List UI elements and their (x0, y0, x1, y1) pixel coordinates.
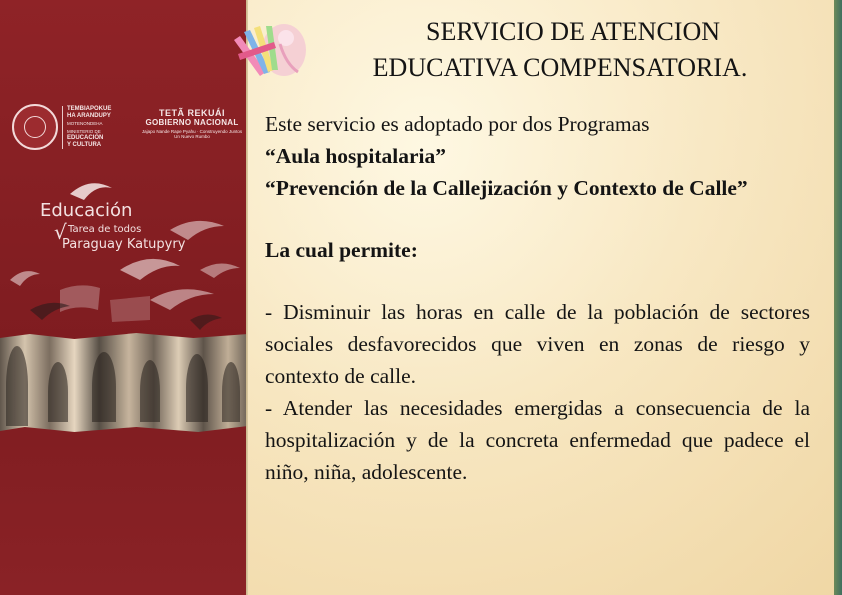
ministry-line: MINISTERIO DE (67, 129, 101, 134)
edu-subtitle: Tarea de todos (68, 224, 142, 235)
photo-figure (48, 362, 68, 422)
seal-inner-ring (24, 116, 46, 138)
national-seal-icon (12, 104, 58, 150)
crayons-emblem-icon (214, 14, 314, 84)
program-2: “Prevención de la Callejización y Contexto de Calle” (265, 176, 748, 200)
permits-label: La cual permite: (265, 238, 418, 262)
bullet-1: - Disminuir las horas en calle de la población de sectores sociales desfavorecidos que viven en zonas de riesgo y contexto de calle. (265, 300, 810, 388)
bullet-2: - Atender las necesidades emergidas a consecuencia de la hospitalización y de la concreta enfermedad que padece el niño, niña, adolescente. (265, 396, 810, 484)
photo-figure (222, 362, 240, 422)
slide-title (300, 14, 820, 86)
gov-line3: Jajapo Nande Rape Pyahu · Construyendo Juntos Un Nuevo Rumbo (141, 129, 243, 139)
right-edge-border (834, 0, 842, 595)
gov-line1: TETÃ REKUÁI (159, 108, 225, 118)
government-logo (140, 108, 244, 139)
ministry-line: HA ARANDUPY (67, 113, 111, 119)
photo-figure (6, 346, 28, 426)
title-line-2: EDUCATIVA COMPENSATORIA. (372, 53, 748, 82)
intro-text: Este servicio es adoptado por dos Programas (265, 112, 650, 136)
title-line-1: SERVICIO DE ATENCION (425, 17, 721, 46)
photo-figure (186, 354, 208, 422)
ministry-line: MOTENONDEHA (67, 121, 103, 126)
ministry-line: Y CULTURA (67, 142, 102, 148)
check-v-icon: √ (54, 220, 67, 244)
photo-figure (140, 360, 160, 422)
photo-collage (0, 332, 248, 432)
ministry-line: EDUCACIÓN (67, 135, 104, 141)
slide-body (265, 108, 810, 488)
program-1: “Aula hospitalaria” (265, 144, 446, 168)
edu-title: Educación (40, 200, 133, 221)
gov-line2: GOBIERNO NACIONAL (145, 118, 239, 127)
ministry-line: TEMBIAPOKUE (67, 106, 112, 112)
left-decorative-panel (0, 0, 248, 595)
education-campaign-logo (40, 200, 220, 260)
edu-tagline: Paraguay Katupyry (62, 237, 186, 252)
photo-figure (92, 352, 116, 422)
flying-books-illustration (0, 170, 248, 350)
ministry-logo-text (62, 106, 132, 149)
